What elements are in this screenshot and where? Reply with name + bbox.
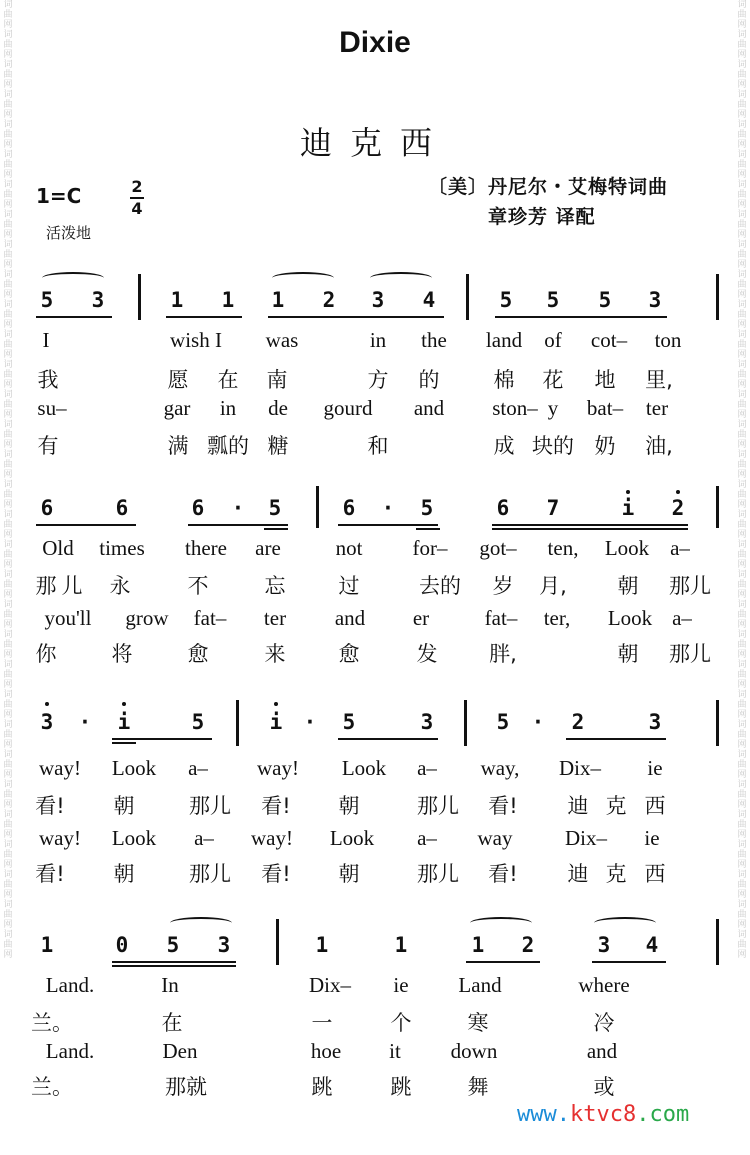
lyric: 朝: [338, 862, 360, 886]
note: 2: [571, 710, 585, 734]
lyric: you'll: [44, 606, 92, 630]
note: 1: [221, 288, 235, 312]
lyric: I: [42, 328, 50, 352]
lyric-row-chinese-2: [0, 1071, 750, 1103]
barline: [716, 486, 719, 528]
lyric: 朝: [617, 642, 639, 666]
lyric-row-chinese-1: [0, 364, 750, 396]
lyric: 里,: [645, 368, 673, 392]
note: 1: [271, 288, 285, 312]
note: i: [117, 710, 131, 734]
note: ·: [303, 710, 317, 734]
lyric: 或: [593, 1075, 615, 1099]
lyric: 和: [367, 434, 389, 458]
note: ·: [231, 496, 245, 520]
lyric: Dix–: [559, 756, 601, 780]
barline: [276, 919, 279, 965]
note: 1: [394, 933, 408, 957]
barline: [716, 274, 719, 320]
lyric: 块的: [532, 434, 574, 458]
note: 5: [166, 933, 180, 957]
note: 3: [217, 933, 231, 957]
lyric: er: [412, 606, 430, 630]
lyric: times: [99, 536, 145, 560]
score-system-3: [0, 700, 750, 900]
lyric: 忘: [264, 574, 286, 598]
lyric: 舞: [467, 1075, 489, 1099]
lyric: Land.: [45, 1039, 95, 1063]
lyric: Look: [329, 826, 375, 850]
lyric: it: [389, 1039, 401, 1063]
lyric: ter: [263, 606, 287, 630]
lyric: Look: [111, 756, 157, 780]
lyric-row-english-1: [0, 328, 750, 360]
underline-beam: [36, 524, 136, 526]
score-system-2: [0, 480, 750, 680]
time-signature: [130, 178, 144, 218]
lyric: In: [161, 973, 179, 997]
lyric: 那: [35, 574, 57, 598]
lyric: 瓢的: [207, 434, 249, 458]
octave-dot: [626, 490, 630, 494]
underline-beam: [112, 742, 136, 744]
lyric-row-chinese-1: [0, 790, 750, 822]
lyric-row-chinese-2: [0, 638, 750, 670]
translator-credit: 章珍芳 译配: [488, 206, 596, 228]
lyric: 来: [264, 642, 286, 666]
barline: [716, 919, 719, 965]
note: 3: [91, 288, 105, 312]
lyric: not: [335, 536, 363, 560]
lyric: 你: [35, 642, 57, 666]
note: 4: [422, 288, 436, 312]
underline-beam: [268, 316, 444, 318]
note: 6: [191, 496, 205, 520]
lyric: Look: [111, 826, 157, 850]
underline-beam: [112, 965, 236, 967]
lyric: 地: [594, 368, 616, 392]
slur: [170, 917, 232, 929]
lyric: 迪: [567, 794, 589, 818]
underline-beam: [338, 524, 438, 526]
lyric: 那儿: [417, 794, 459, 818]
lyric: got–: [479, 536, 517, 560]
lyric: 去的: [419, 574, 461, 598]
lyric: 花: [542, 368, 564, 392]
lyric: de: [268, 396, 288, 420]
lyric-row-chinese-1: [0, 1007, 750, 1039]
lyric: 愈: [338, 642, 360, 666]
note: 1: [315, 933, 329, 957]
lyric: way!: [251, 826, 293, 850]
lyric: 那儿: [669, 574, 711, 598]
lyric: 的: [418, 368, 440, 392]
note: 1: [471, 933, 485, 957]
lyric: Land.: [45, 973, 95, 997]
note: 5: [546, 288, 560, 312]
lyric: 棉: [493, 368, 515, 392]
note: 2: [521, 933, 535, 957]
lyric: Den: [162, 1039, 198, 1063]
lyric-row-english-2: [0, 396, 750, 428]
barline: [716, 700, 719, 746]
watermark-side-left: 词曲网词曲网词曲网词曲网词曲网词曲网词曲网词曲网词曲网词曲网词曲网词曲网词曲网词曲网词曲网词曲网词曲网词曲网词曲网词曲网词曲网词曲网词曲网词曲网词曲网词曲网词曲网词曲网词曲网词曲网词曲网词曲网: [3, 0, 13, 960]
note: 6: [40, 496, 54, 520]
lyric: 看!: [488, 862, 518, 886]
barline: [464, 700, 467, 746]
meter-top: 2: [131, 177, 143, 196]
lyric: there: [185, 536, 227, 560]
lyric: Dix–: [565, 826, 607, 850]
lyric: 冷: [593, 1011, 615, 1035]
underline-beam: [112, 961, 236, 963]
underline-beam: [466, 961, 540, 963]
lyric: 那儿: [669, 642, 711, 666]
note: 3: [371, 288, 385, 312]
lyric: way,: [480, 756, 520, 780]
lyric: 糖: [267, 434, 289, 458]
lyric: 我: [37, 368, 59, 392]
lyric: where: [578, 973, 630, 997]
lyric: 月,: [539, 574, 567, 598]
song-title-english: Dixie: [339, 26, 411, 59]
underline-beam: [592, 961, 666, 963]
lyric: 那儿: [189, 862, 231, 886]
lyric: 愈: [187, 642, 209, 666]
lyric-row-chinese-1: [0, 570, 750, 602]
lyric: 朝: [113, 794, 135, 818]
lyric: 儿: [61, 574, 83, 598]
barline: [316, 486, 319, 528]
key-signature: 1=C: [36, 184, 82, 208]
lyric: 迪: [567, 862, 589, 886]
lyric: are: [255, 536, 281, 560]
note: 3: [40, 710, 54, 734]
lyric: the: [421, 328, 447, 352]
lyric: way!: [257, 756, 299, 780]
note: i: [621, 496, 635, 520]
underline-beam: [492, 524, 688, 526]
note: ·: [78, 710, 92, 734]
lyric-row-english-1: [0, 756, 750, 788]
watermark-part: ktvc8: [569, 1102, 637, 1127]
slur: [470, 917, 532, 929]
note: 5: [499, 288, 513, 312]
note: 5: [420, 496, 434, 520]
underline-beam: [416, 528, 440, 530]
lyric: way: [477, 826, 513, 850]
underline-beam: [264, 528, 288, 530]
lyric: gourd: [323, 396, 373, 420]
lyric: a–: [417, 756, 437, 780]
octave-dot: [122, 702, 126, 706]
lyric: 克: [605, 794, 627, 818]
lyric: grow: [125, 606, 169, 630]
lyric: 看!: [488, 794, 518, 818]
lyric: of: [544, 328, 562, 352]
lyric: 朝: [617, 574, 639, 598]
barline: [466, 274, 469, 320]
lyric: 胖,: [489, 642, 517, 666]
lyric: 朝: [113, 862, 135, 886]
lyric: 朝: [338, 794, 360, 818]
lyric: way!: [39, 756, 81, 780]
note: 0: [115, 933, 129, 957]
lyric: a–: [194, 826, 214, 850]
underline-beam: [492, 528, 688, 530]
lyric: ston–: [492, 396, 538, 420]
lyric: 看!: [261, 862, 291, 886]
lyric: a–: [188, 756, 208, 780]
slur: [370, 272, 432, 284]
note: 6: [496, 496, 510, 520]
lyric: a–: [417, 826, 437, 850]
lyric: 兰。: [31, 1011, 73, 1035]
lyric: a–: [672, 606, 692, 630]
lyric: 兰。: [31, 1075, 73, 1099]
underline-beam: [188, 524, 288, 526]
lyric: 看!: [261, 794, 291, 818]
lyric: Look: [341, 756, 387, 780]
lyric: 将: [111, 642, 133, 666]
lyric: 西: [644, 862, 666, 886]
lyric: ten,: [547, 536, 579, 560]
lyric: for–: [412, 536, 448, 560]
score-system-4: [0, 915, 750, 1099]
lyric-row-english-1: [0, 973, 750, 1005]
lyric: and: [586, 1039, 618, 1063]
lyric: 寒: [467, 1011, 489, 1035]
lyric: 个: [390, 1011, 412, 1035]
lyric: Look: [604, 536, 650, 560]
note: 4: [645, 933, 659, 957]
lyric: 在: [161, 1011, 183, 1035]
lyric: 成: [493, 434, 515, 458]
lyric: gar: [163, 396, 191, 420]
lyric: 方: [367, 368, 389, 392]
slur: [42, 272, 104, 284]
underline-beam: [338, 738, 438, 740]
note: 5: [40, 288, 54, 312]
lyric: 不: [187, 574, 209, 598]
song-title-chinese: 迪克西: [299, 124, 450, 162]
lyric-row-chinese-2: [0, 858, 750, 890]
lyric: 那儿: [417, 862, 459, 886]
note: 5: [342, 710, 356, 734]
lyric: fat–: [193, 606, 227, 630]
lyric: 发: [416, 642, 438, 666]
note: ·: [381, 496, 395, 520]
lyric: 跳: [390, 1075, 412, 1099]
lyric: 奶: [594, 434, 616, 458]
underline-beam: [112, 738, 212, 740]
tempo-marking: 活泼地: [46, 224, 92, 242]
lyric: 过: [338, 574, 360, 598]
note: 2: [322, 288, 336, 312]
barline: [236, 700, 239, 746]
lyric: Old: [42, 536, 74, 560]
lyric: Land: [458, 973, 502, 997]
note: 1: [170, 288, 184, 312]
lyric: 那就: [165, 1075, 207, 1099]
lyric: 永: [109, 574, 131, 598]
note: 6: [342, 496, 356, 520]
slur: [272, 272, 334, 284]
watermark-part: .com: [636, 1102, 690, 1127]
underline-beam: [495, 316, 667, 318]
lyric: ter,: [543, 606, 571, 630]
note: i: [269, 710, 283, 734]
lyric: 在: [217, 368, 239, 392]
lyric: fat–: [484, 606, 518, 630]
note: ·: [531, 710, 545, 734]
lyric: Dix–: [309, 973, 351, 997]
slur: [594, 917, 656, 929]
lyric: 南: [266, 368, 288, 392]
lyric: ie: [644, 826, 660, 850]
octave-dot: [45, 702, 49, 706]
lyric: y: [547, 396, 559, 420]
lyric-row-english-2: [0, 826, 750, 858]
lyric-row-english-1: [0, 536, 750, 568]
note: 5: [496, 710, 510, 734]
lyric: 油,: [645, 434, 673, 458]
lyric: Look: [607, 606, 653, 630]
lyric: land: [485, 328, 523, 352]
lyric: and: [334, 606, 366, 630]
lyric: 西: [644, 794, 666, 818]
octave-dot: [274, 702, 278, 706]
lyric: way!: [39, 826, 81, 850]
meter-bottom: 4: [131, 199, 143, 218]
note: 3: [420, 710, 434, 734]
watermark-side-right: 词曲网词曲网词曲网词曲网词曲网词曲网词曲网词曲网词曲网词曲网词曲网词曲网词曲网词曲网词曲网词曲网词曲网词曲网词曲网词曲网词曲网词曲网词曲网词曲网词曲网词曲网词曲网词曲网词曲网词曲网词曲网词曲网: [737, 0, 747, 960]
lyric: 有: [37, 434, 59, 458]
lyric: ton: [654, 328, 682, 352]
octave-dot: [676, 490, 680, 494]
lyric: 满: [167, 434, 189, 458]
underline-beam: [36, 316, 112, 318]
lyric: 看!: [35, 862, 65, 886]
note: 5: [268, 496, 282, 520]
lyric-row-english-2: [0, 606, 750, 638]
note: 5: [191, 710, 205, 734]
note: 3: [648, 288, 662, 312]
lyric: in: [369, 328, 387, 352]
score-system-1: [0, 270, 750, 470]
lyric: 跳: [311, 1075, 333, 1099]
composer-credit: 〔美〕丹尼尔・艾梅特词曲: [428, 176, 669, 198]
lyric: was: [265, 328, 299, 352]
lyric: bat–: [586, 396, 624, 420]
note: 5: [598, 288, 612, 312]
note: 3: [597, 933, 611, 957]
lyric: wish I: [170, 328, 222, 352]
lyric: 一: [311, 1011, 333, 1035]
lyric: 克: [605, 862, 627, 886]
lyric: 看!: [35, 794, 65, 818]
lyric: 岁: [492, 574, 514, 598]
lyric: ter: [645, 396, 669, 420]
lyric: ie: [393, 973, 409, 997]
lyric: su–: [37, 396, 67, 420]
lyric: hoe: [310, 1039, 342, 1063]
note: 6: [115, 496, 129, 520]
note: 2: [671, 496, 685, 520]
lyric: a–: [670, 536, 690, 560]
lyric: ie: [647, 756, 663, 780]
lyric: in: [219, 396, 237, 420]
lyric-row-chinese-2: [0, 430, 750, 462]
lyric: down: [450, 1039, 498, 1063]
lyric: 那儿: [189, 794, 231, 818]
underline-beam: [166, 316, 242, 318]
barline: [138, 274, 141, 320]
lyric: 愿: [167, 368, 189, 392]
note: 1: [40, 933, 54, 957]
lyric: cot–: [590, 328, 628, 352]
site-watermark: [517, 1102, 689, 1127]
note: 3: [648, 710, 662, 734]
lyric: and: [413, 396, 445, 420]
underline-beam: [566, 738, 666, 740]
lyric-row-english-2: [0, 1039, 750, 1071]
watermark-part: www.: [517, 1102, 570, 1127]
note: 7: [546, 496, 560, 520]
